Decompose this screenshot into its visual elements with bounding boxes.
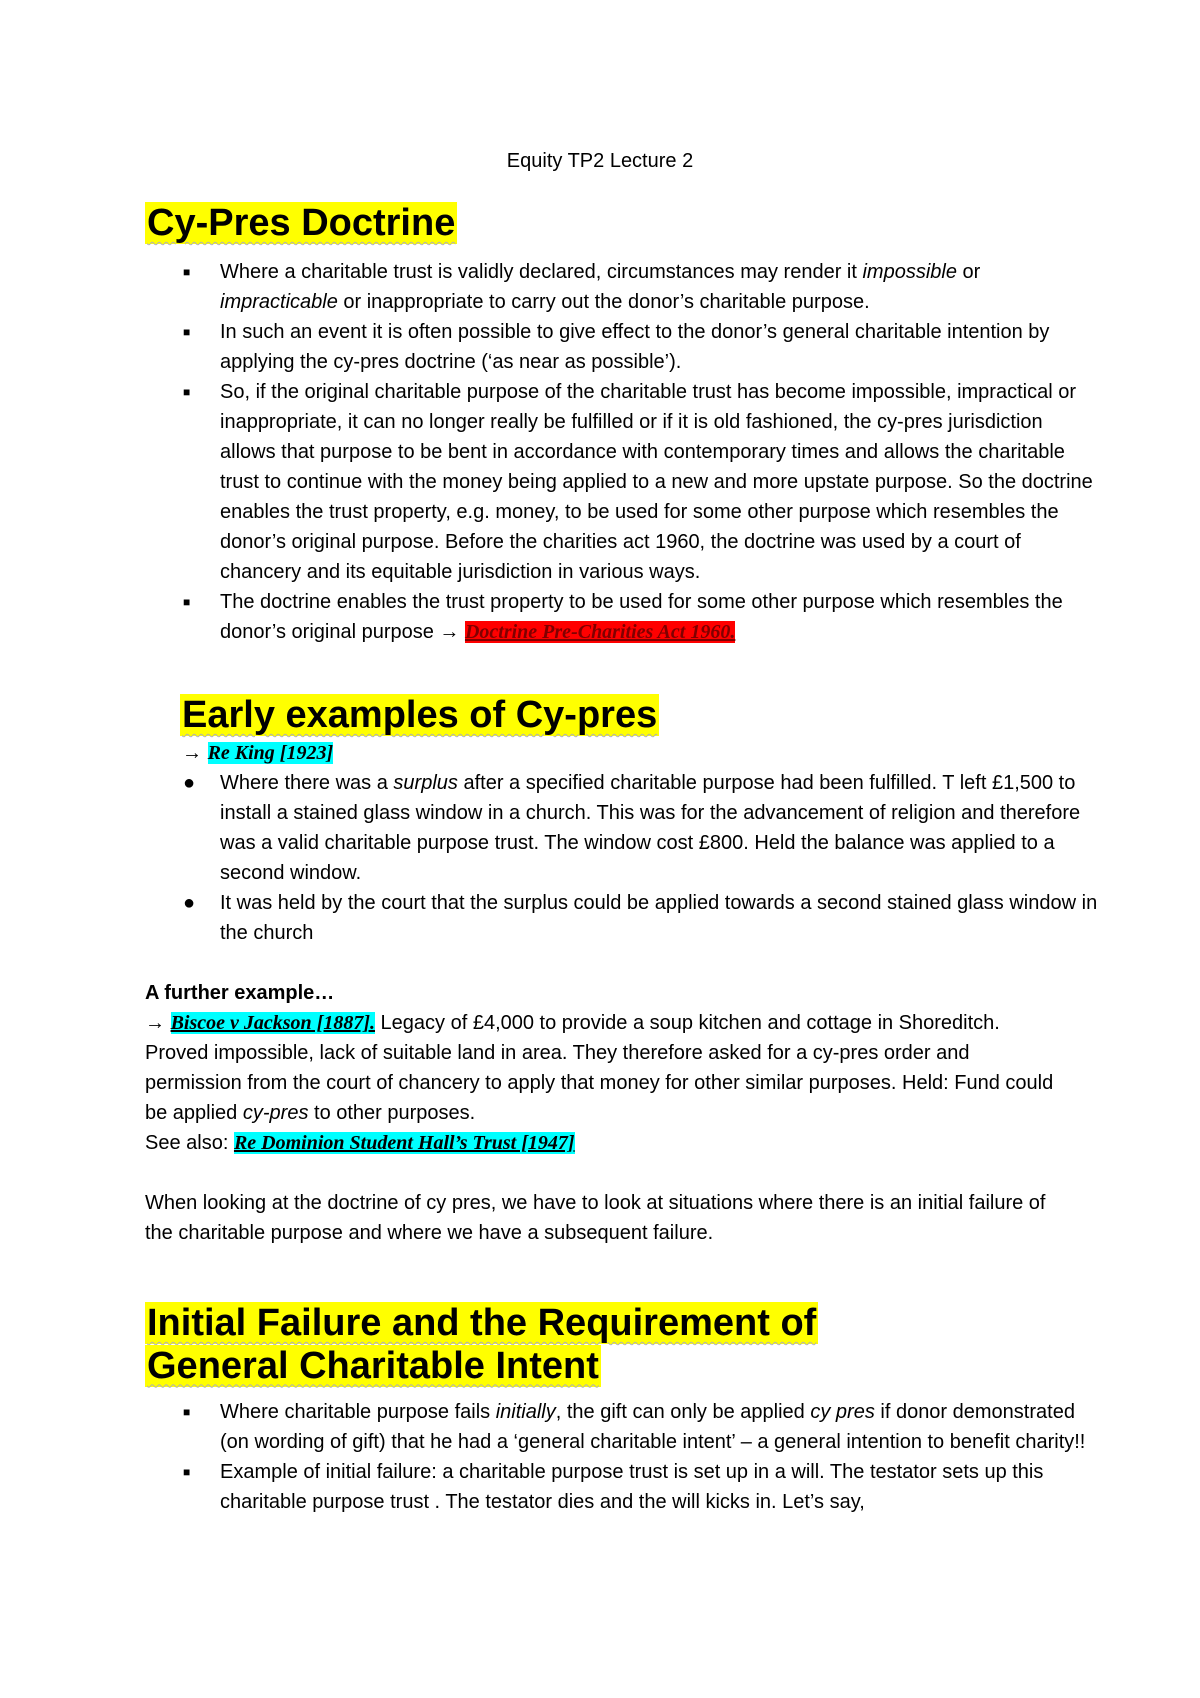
see-also-line: See also: Re Dominion Student Hall’s Trust [1947] — [145, 1132, 575, 1154]
early-examples-list — [0, 768, 1100, 948]
heading-early-examples: Early examples of Cy-pres — [182, 694, 658, 736]
round-bullet-icon: ● — [183, 892, 196, 914]
square-bullet-icon: ■ — [183, 325, 191, 339]
cy-pres-bullet-list — [0, 257, 1100, 647]
list-item: ■ So, if the original charitable purpose of the charitable trust has become impossible, impractical or inappropriate, it can no longer really be fulfilled or if it is old fashioned, the cy-pres jurisdiction allows that purpose to be bent in accordance with contemporary times and allows the charitable trust to continue with the money being applied to a new and more upstate purpose. So the doctrine enables the trust property, e.g. money, to be used for some other purpose which resembles the donor’s original purpose. Before the charities act 1960, the doctrine was used by a court of chancery and its equitable jurisdiction in various ways. — [0, 377, 1100, 587]
list-item: ■ Where charitable purpose fails initially, the gift can only be applied cy pres if donor demonstrated (on wording of gift) that he had a ‘general charitable intent’ – a general intention to benefit charity!! — [0, 1397, 1100, 1457]
case-reference: Doctrine Pre-Charities Act 1960. — [464, 621, 736, 643]
list-item: ● It was held by the court that the surplus could be applied towards a second stained glass window in the church — [0, 888, 1100, 948]
square-bullet-icon: ■ — [183, 595, 191, 609]
initial-failure-list — [0, 1397, 1100, 1517]
list-item: ■ In such an event it is often possible to give effect to the donor’s general charitable intention by applying the cy-pres doctrine (‘as near as possible’). — [0, 317, 1100, 377]
arrow-right-icon: → — [439, 621, 460, 643]
heading-cy-pres-doctrine: Cy-Pres Doctrine — [147, 202, 456, 244]
intro-paragraph: When looking at the doctrine of cy pres, we have to look at situations where there is an initial failure of the charitable purpose and where we have a subsequent failure. — [145, 1192, 1046, 1244]
further-example-paragraph: → Biscoe v Jackson [1887]. Legacy of £4,000 to provide a soup kitchen and cottage in Shoreditch. Proved impossible, lack of suitable land in area. They therefore asked for a cy-pres order and permission from the court of chancery to apply that money for other similar purposes. Held: Fund could be applied cy-pres to other purposes. — [145, 1012, 1054, 1124]
square-bullet-icon: ■ — [183, 1465, 191, 1479]
case-line-re-king — [182, 738, 1102, 768]
case-reference: Re Dominion Student Hall’s Trust [1947] — [233, 1132, 575, 1154]
case-reference: Re King [1923] — [207, 742, 334, 764]
heading-initial-failure: Initial Failure and the Requirement of General Charitable Intent — [147, 1302, 817, 1387]
list-item: ■ Where a charitable trust is validly declared, circumstances may render it impossible or impracticable or inappropriate to carry out the donor’s charitable purpose. — [0, 257, 1100, 317]
case-reference: Biscoe v Jackson [1887]. — [170, 1012, 375, 1034]
square-bullet-icon: ■ — [183, 265, 191, 279]
document-title: Equity TP2 Lecture 2 — [506, 150, 694, 172]
arrow-right-icon: → — [145, 1012, 165, 1034]
list-item: ■ Example of initial failure: a charitable purpose trust is set up in a will. The testator sets up this charitable purpose trust . The testator dies and the will kicks in. Let’s say, — [0, 1457, 1100, 1517]
list-item: ■ The doctrine enables the trust property to be used for some other purpose which resembles the donor’s original purpose → Doctrine Pre-Charities Act 1960. — [0, 587, 1100, 647]
square-bullet-icon: ■ — [183, 1405, 191, 1419]
square-bullet-icon: ■ — [183, 385, 191, 399]
list-item: ● Where there was a surplus after a specified charitable purpose had been fulfilled. T left £1,500 to install a stained glass window in a church. This was for the advancement of religion and therefore was a valid charitable purpose trust. The window cost £800. Held the balance was applied to a second window. — [0, 768, 1100, 888]
further-example-label: A further example… — [145, 982, 335, 1004]
arrow-right-icon: → — [182, 742, 202, 764]
round-bullet-icon: ● — [183, 772, 196, 794]
